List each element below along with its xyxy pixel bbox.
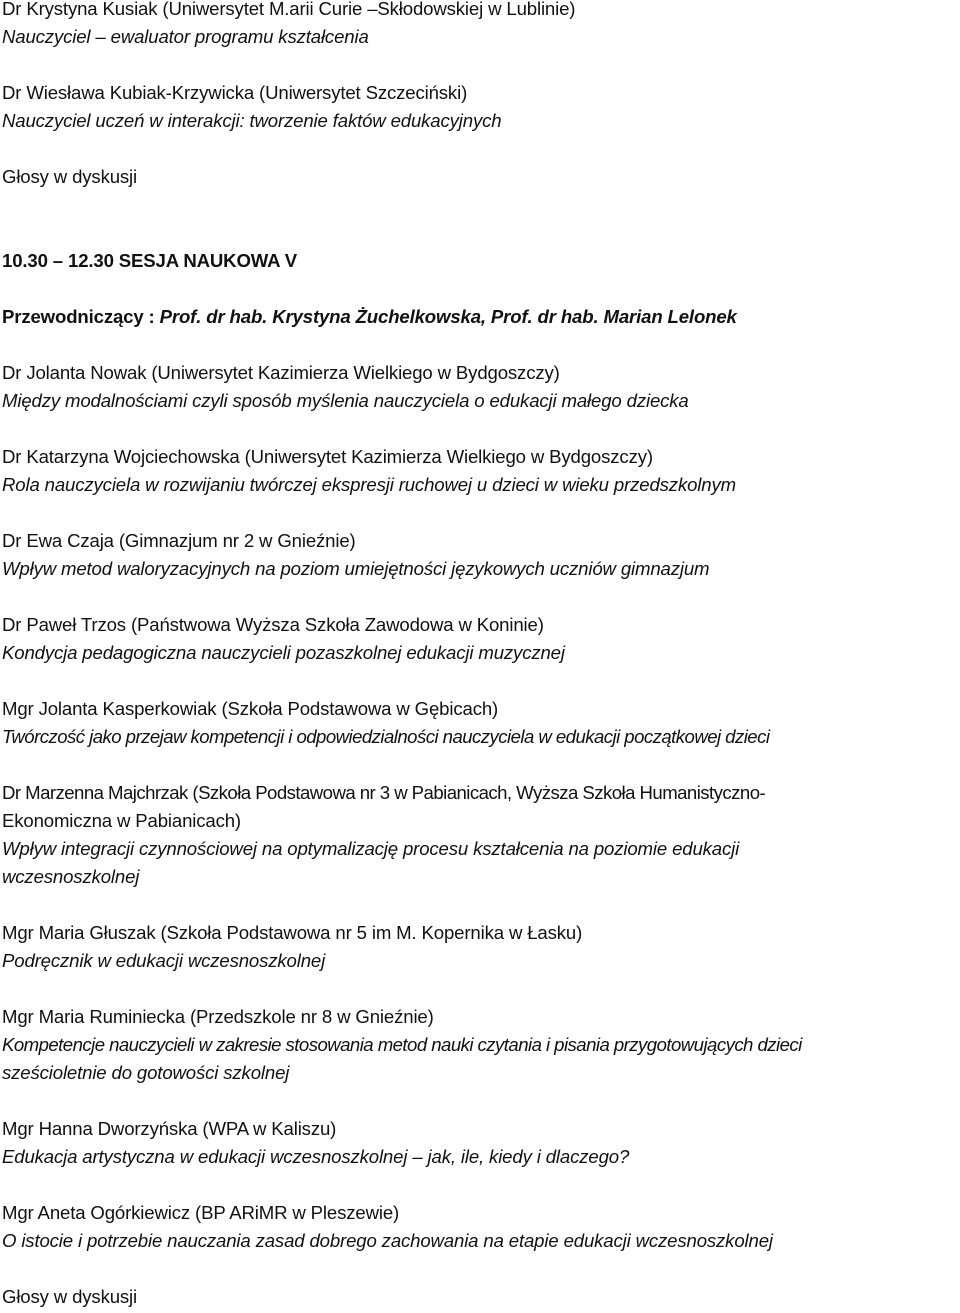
talk-title: Wpływ integracji czynnościowej na optymalizację procesu kształcenia na poziomie edukacji	[2, 838, 740, 859]
talk-title: Podręcznik w edukacji wczesnoszkolnej	[2, 950, 326, 971]
author-line: Ekonomiczna w Pabianicach)	[2, 810, 241, 831]
talk-title: O istocie i potrzebie nauczania zasad dobrego zachowania na etapie edukacji wczesnoszkolnej	[2, 1230, 773, 1251]
session-heading: 10.30 – 12.30 SESJA NAUKOWA V	[2, 250, 298, 271]
author-line: Mgr Jolanta Kasperkowiak (Szkoła Podstawowa w Gębicach)	[2, 698, 499, 719]
chair-label: Przewodniczący :	[2, 306, 160, 327]
discussion-note: Głosy w dyskusji	[2, 1286, 138, 1307]
talk-title: sześcioletnie do gotowości szkolnej	[2, 1062, 290, 1083]
author-line: Mgr Aneta Ogórkiewicz (BP ARiMR w Pleszewie)	[2, 1202, 400, 1223]
talk-title: Rola nauczyciela w rozwijaniu twórczej ekspresji ruchowej u dzieci w wieku przedszkolnym	[2, 474, 736, 495]
author-line: Dr Katarzyna Wojciechowska (Uniwersytet Kazimierza Wielkiego w Bydgoszczy)	[2, 446, 653, 467]
author-line: Dr Wiesława Kubiak-Krzywicka (Uniwersytet Szczeciński)	[2, 82, 468, 103]
talk-title: Twórczość jako przejaw kompetencji i odpowiedzialności nauczyciela w edukacji początkowej dzieci	[2, 726, 770, 747]
author-line: Mgr Maria Głuszak (Szkoła Podstawowa nr 5 im M. Kopernika w Łasku)	[2, 922, 583, 943]
talk-title: Kompetencje nauczycieli w zakresie stosowania metod nauki czytania i pisania przygotowujących dzieci	[2, 1034, 802, 1055]
talk-title: Między modalnościami czyli sposób myślenia nauczyciela o edukacji małego dziecka	[2, 390, 689, 411]
author-line: Dr Jolanta Nowak (Uniwersytet Kazimierza Wielkiego w Bydgoszczy)	[2, 362, 560, 383]
author-line: Mgr Hanna Dworzyńska (WPA w Kaliszu)	[2, 1118, 337, 1139]
talk-title: Kondycja pedagogiczna nauczycieli pozaszkolnej edukacji muzycznej	[2, 642, 565, 663]
talk-title: Nauczyciel uczeń w interakcji: tworzenie faktów edukacyjnych	[2, 110, 502, 131]
author-line: Mgr Maria Ruminiecka (Przedszkole nr 8 w Gnieźnie)	[2, 1006, 434, 1027]
author-line: Dr Paweł Trzos (Państwowa Wyższa Szkoła Zawodowa w Koninie)	[2, 614, 544, 635]
discussion-note: Głosy w dyskusji	[2, 166, 138, 187]
session-chairs	[2, 306, 737, 328]
author-line: Dr Krystyna Kusiak (Uniwersytet M.arii Curie –Skłodowskiej w Lublinie)	[2, 0, 576, 19]
chair-names: Prof. dr hab. Krystyna Żuchelkowska, Prof. dr hab. Marian Lelonek	[159, 306, 737, 327]
talk-title: wczesnoszkolnej	[2, 866, 140, 887]
talk-title: Nauczyciel – ewaluator programu kształcenia	[2, 26, 369, 47]
author-line: Dr Marzenna Majchrzak (Szkoła Podstawowa nr 3 w Pabianicach, Wyższa Szkoła Humanistyczno-	[2, 782, 766, 803]
talk-title: Edukacja artystyczna w edukacji wczesnoszkolnej – jak, ile, kiedy i dlaczego?	[2, 1146, 630, 1167]
author-line: Dr Ewa Czaja (Gimnazjum nr 2 w Gnieźnie)	[2, 530, 356, 551]
talk-title: Wpływ metod waloryzacyjnych na poziom umiejętności językowych uczniów gimnazjum	[2, 558, 710, 579]
